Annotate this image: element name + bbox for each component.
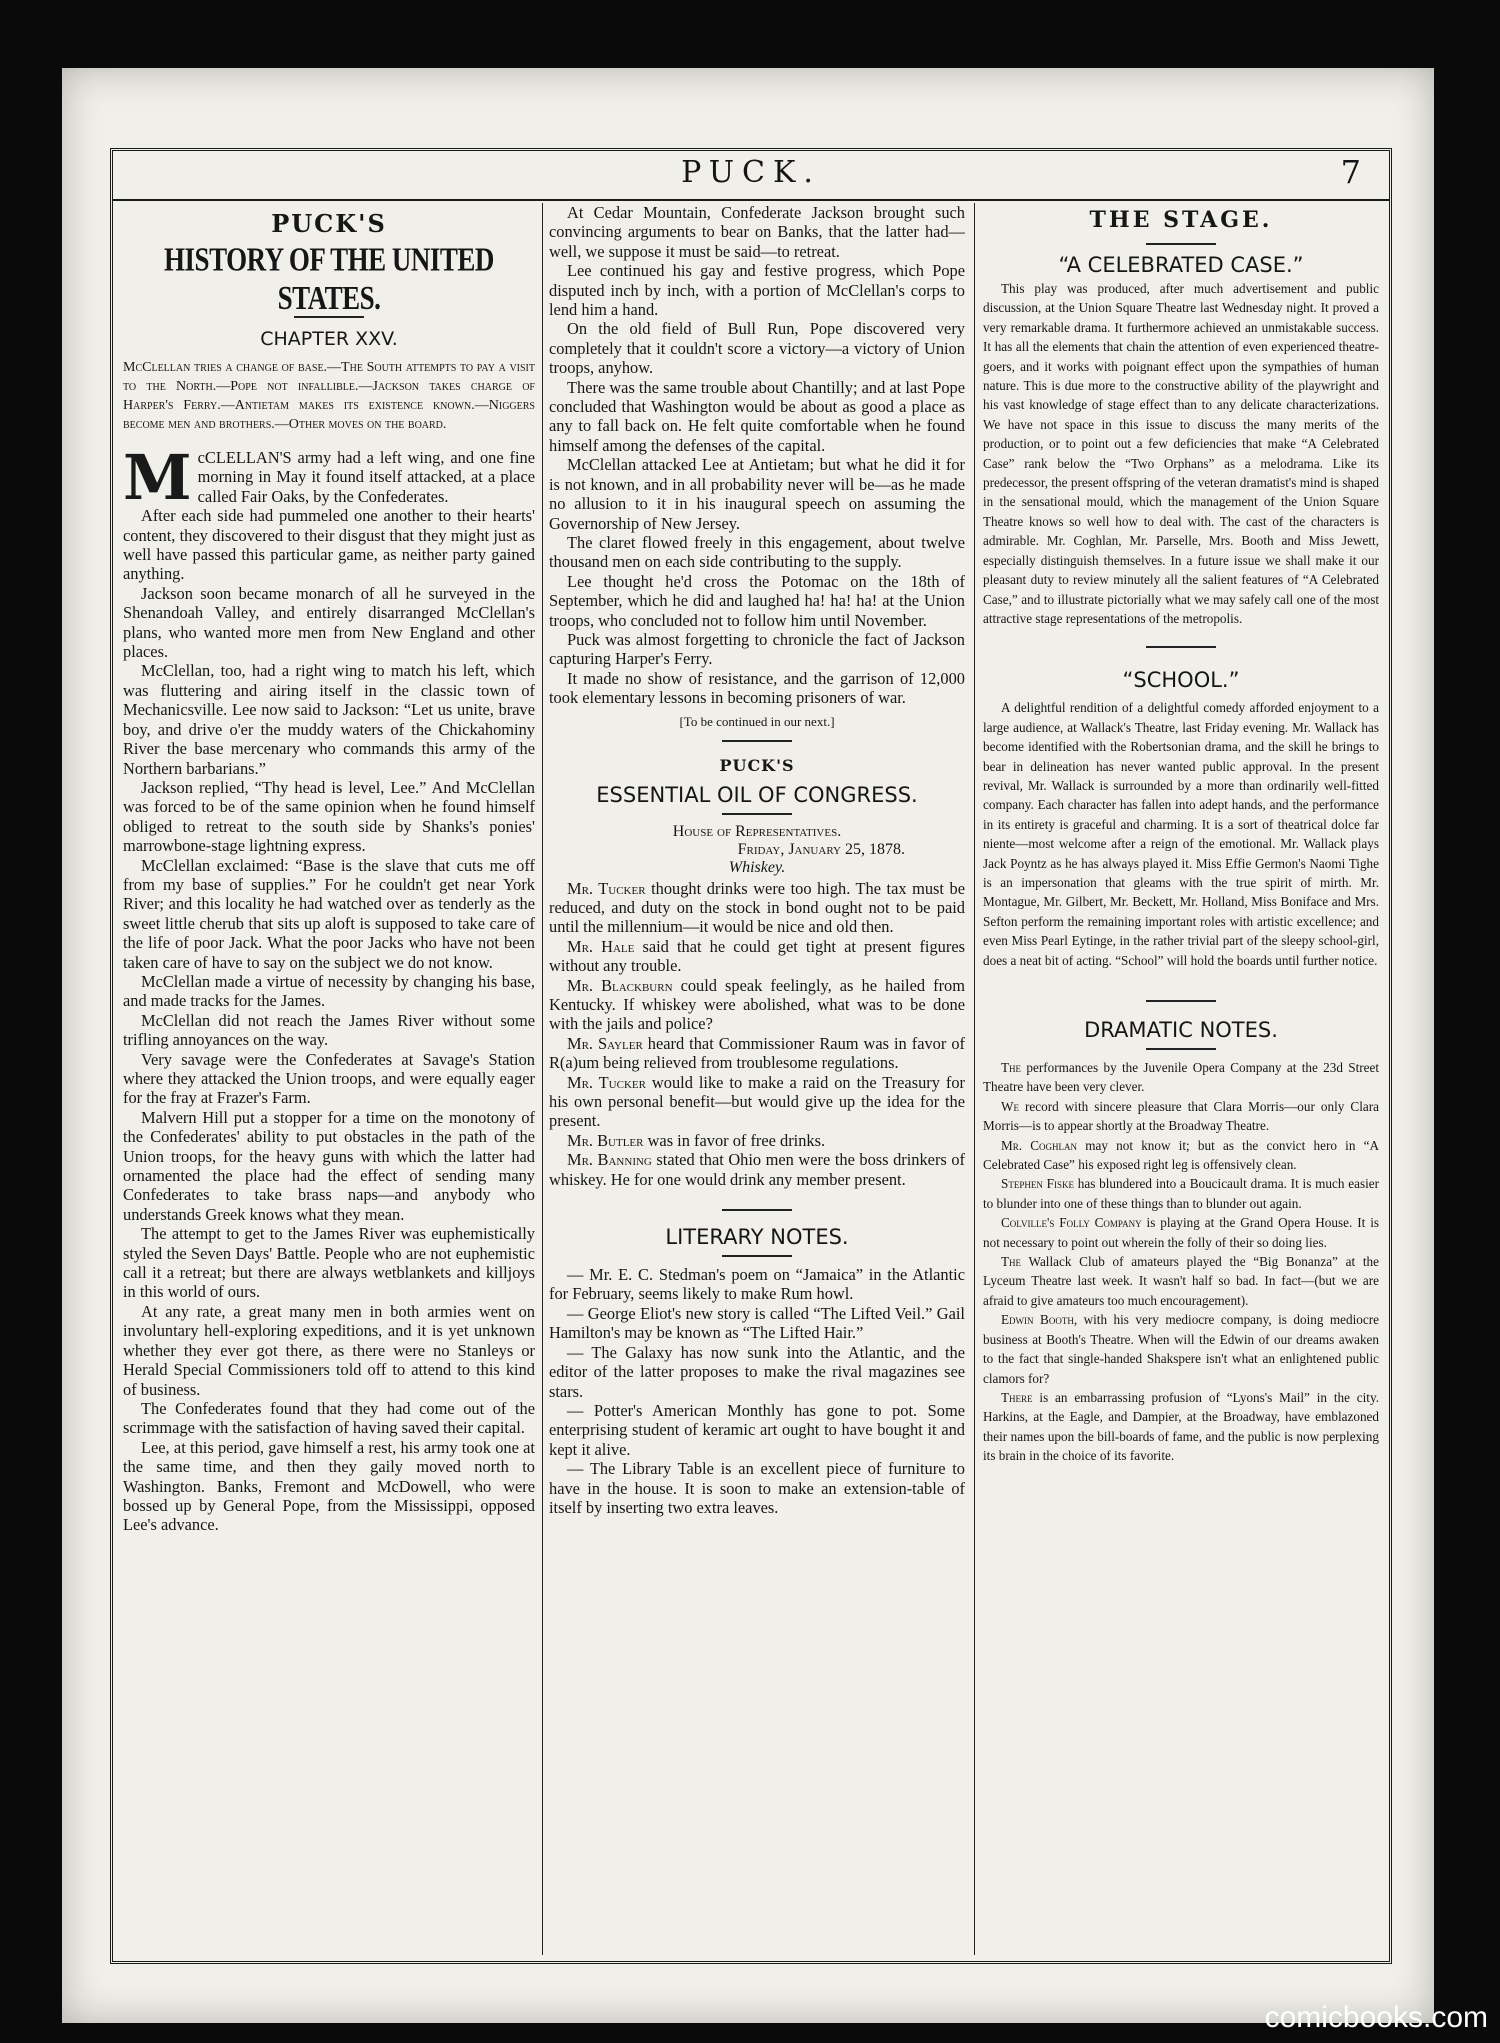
stage-review: This play was produced, after much advertisement and public discussion, at the Union Square Theatre last Wednesday night. It proved a very remarkable drama. It furthermore achieved an unmistakable success. It has all the elements that chain the attention of even experienced theatre-goers, and it works with poignant effect upon the sympathies of human nature. This is due more to the constructive ability of the playwright and his vast knowledge of stage effect than to any delicate characterizations. We have not space in this issue to discuss the many merits of the production, or to point out a few deficiencies that make “A Celebrated Case” rank below the “Two Orphans” as a melodrama. Like its predecessor, the present offspring of the veteran dramatist's mind is shaped in the sensational mould, which the management of the Union Square Theatre knows so well how to deal with. The cast of the characters is admirable. Mr. Coghlan, Mr. Parselle, Mrs. Booth and Miss Jewett, especially distinguish themselves. In a future issue we shall make it our pleasant duty to review minutely all the salient features of “A Celebrated Case,” and to illustrate pictorially what we may safely call one of the most attractive stage representations of the metropolis.: [983, 281, 1379, 626]
article-paragraph: After each side had pummeled one another to their hearts' content, they discovered to their disgust that they might just as well have passed this particular game, as neither party gained anything.: [123, 506, 535, 584]
divider: [1146, 1048, 1216, 1050]
house-label: House of Representatives.: [672, 822, 842, 840]
congress-item: Mr. Tucker thought drinks were too high. The tax must be reduced, and duty on the stock in bond ought not to be paid until the millennium—it would be nice and old then.: [549, 878, 965, 937]
divider: [722, 1209, 792, 1211]
article-paragraph: The attempt to get to the James River was euphemistically styled the Seven Days' Battle. People who are not euphemistic call it a retreat; but there are always wetblankets and killjoys in this world of ours.: [123, 1224, 535, 1302]
history-heading-puck: PUCK'S: [271, 209, 387, 238]
article-paragraph: Lee thought he'd cross the Potomac on the 18th of September, which he did and laughed ha! ha! ha! at the Union troops, who concluded not to follow him until November.: [549, 571, 965, 630]
divider: [1146, 1000, 1216, 1002]
chapter-heading: CHAPTER XXV.: [260, 328, 398, 350]
dramatic-note: Colville's Folly Company is playing at the Grand Opera House. It is not necessary to point out wherein the folly of their so doing lies.: [983, 1215, 1379, 1250]
dramatic-note: The Wallack Club of amateurs played the “Big Bonanza” at the Lyceum Theatre last week. It wasn't half so bad. In fact—(but we are afraid to give amateurs too much encouragement).: [983, 1254, 1379, 1308]
divider: [1146, 243, 1216, 245]
school-heading: “SCHOOL.”: [1122, 668, 1240, 693]
dramatic-note: Stephen Fiske has blundered into a Boucicault drama. It is much easier to blunder into one of these things than to blunder out again.: [983, 1176, 1379, 1211]
divider: [722, 1255, 792, 1257]
congress-item: Mr. Blackburn could speak feelingly, as he hailed from Kentucky. If whiskey were abolished, what was to be done with the jails and police?: [549, 975, 965, 1034]
literary-note: — Potter's American Monthly has gone to pot. Some enterprising student of keramic art ought to have bought it and kept it alive.: [549, 1400, 965, 1459]
article-paragraph: Jackson soon became monarch of all he surveyed in the Shenandoah Valley, and entirely disarranged McClellan's plans, who wanted more men from New England and other places.: [123, 583, 535, 662]
session-date: Friday, January 25, 1878.: [737, 840, 905, 858]
column-1: [123, 203, 535, 1955]
stage-heading: THE STAGE.: [1089, 207, 1273, 233]
masthead-title: PUCK.: [681, 155, 821, 190]
page-frame: [110, 148, 1392, 1964]
article-paragraph: McClellan made a virtue of necessity by changing his base, and made tracks for the James.: [123, 971, 535, 1011]
dramatic-note: Mr. Coghlan may not know it; but as the convict hero in “A Celebrated Case” his exposed right leg is offensively clean.: [983, 1137, 1379, 1173]
masthead: [113, 151, 1389, 201]
column-3: [983, 203, 1379, 1955]
literary-note: — Mr. E. C. Stedman's poem on “Jamaica” in the Atlantic for February, seems likely to make Rum howl.: [549, 1265, 965, 1304]
watermark-text: comicbooks.com: [1264, 2001, 1488, 2034]
literary-heading: LITERARY NOTES.: [665, 1225, 849, 1250]
drop-cap: M: [123, 441, 192, 514]
newspaper-page: [62, 68, 1434, 2023]
article-paragraph: The claret flowed freely in this engagement, about twelve thousand men on each side contributing to the supply.: [549, 532, 965, 572]
dramatic-note: The performances by the Juvenile Opera Company at the 23d Street Theatre have been very clever.: [983, 1060, 1379, 1095]
chapter-synopsis: McClellan tries a change of base.—The South attempts to pay a visit to the North.—Pope not infallible.—Jackson takes charge of Harper's Ferry.—Antietam makes its existence known.—Niggers become men and brothers.—Other moves on the board.: [123, 360, 535, 432]
article-paragraph: Lee, at this period, gave himself a rest, his army took one at the same time, and then they gaily moved north to Washington. Banks, Fremont and McDowell, who were bossed up by General Pope, from the Mississippi, opposed Lee's advance.: [123, 1437, 535, 1535]
continued-note: [To be continued in our next.]: [679, 713, 835, 729]
congress-item: Mr. Hale said that he could get tight at present figures without any trouble.: [549, 936, 965, 976]
congress-item: Mr. Sayler heard that Commissioner Raum was in favor of R(a)um being relieved from troublesome regulations.: [549, 1033, 965, 1073]
article-paragraph: Lee continued his gay and festive progress, which Pope disputed inch by inch, with a portion of McClellan's corps to lend him a hand.: [549, 261, 965, 320]
article-paragraph: The Confederates found that they had come out of the scrimmage with the satisfaction of having saved their capital.: [123, 1398, 535, 1438]
congress-item: Mr. Banning stated that Ohio men were the boss drinkers of whiskey. He for one would drink any member present.: [549, 1150, 965, 1189]
congress-items: [549, 879, 965, 1190]
article-paragraph: On the old field of Bull Run, Pope discovered very completely that it couldn't score a victory—a victory of Union troops, anyhow.: [549, 319, 965, 378]
congress-heading: ESSENTIAL OIL OF CONGRESS.: [596, 782, 918, 807]
congress-item: Mr. Butler was in favor of free drinks.: [567, 1130, 826, 1150]
column-rule: [974, 203, 975, 1955]
article-paragraph: McClellan, too, had a right wing to match his left, which was fluttering and airing itself in the classic town of Mechanicsville. Lee now said to Jackson: “Let us unite, brave boy, and drive o'er the muddy waters of the Chickahominy River the base mercenary who commands this army of the Northern barbarians.”: [123, 661, 535, 778]
article-paragraph: Puck was almost forgetting to chronicle the fact of Jackson capturing Harper's Ferry.: [549, 629, 965, 669]
article-paragraph: Jackson replied, “Thy head is level, Lee.” And McClellan was forced to be of the same opinion when he found himself obliged to retreat to the south side by Shanks's ponies' marrowbone-stage lightning express.: [123, 777, 535, 856]
stage-review: A delightful rendition of a delightful comedy afforded enjoyment to a large audience, at Wallack's Theatre, last Friday evening. Mr. Wallack has become identified with the Robertsonian drama, and the skill he brings to bear in delineation has never wanted public approval. In the present revival, Mr. Wallack is surrounded by a more than ordinarily well-fitted company. Each character has fallen into adept hands, and the performance in its entirety is graceful and charming. It is a sort of theatrical dolce far niente—most welcome after a reign of the emotional. Mr. Wallack plays Jack Poyntz as he has always played it. Miss Effie Germon's Naomi Tighe is an impersonation that gleams with the true spirit of mirth. Mr. Montague, Mr. Gilbert, Mr. Beckett, Mr. Holland, Miss Boniface and Mrs. Sefton perform the remaining important roles with artistic excellence; and even Miss Pearl Eytinge, in the rather trivial part of the sleepy school-girl, does a neat bit of acting. “School” will hold the boards until further notice.: [983, 700, 1379, 968]
dramatic-notes-heading: DRAMATIC NOTES.: [1084, 1018, 1278, 1042]
divider: [722, 813, 792, 815]
article-paragraph: McClellan exclaimed: “Base is the slave that cuts me off from my base of supplies.” For he couldn't get near York River; and this locality he had watched over as tenderly as the sweet little cherub that sits up aloft is supposed to take care of the life of poor Jack. What the poor Jacks who have not been taken care of have to say on the subject we do not know.: [123, 855, 535, 972]
congress-item: Mr. Tucker would like to make a raid on the Treasury for his own personal benefit—but would give up the idea for the present.: [549, 1072, 965, 1131]
literary-note: — The Library Table is an excellent piece of furniture to have in the house. It is soon to make an extension-table of itself by inserting two extra leaves.: [549, 1459, 965, 1517]
dramatic-note: We record with sincere pleasure that Clara Morris—our only Clara Morris—is to appear shortly at the Broadway Theatre.: [983, 1098, 1379, 1134]
literary-note: — George Eliot's new story is called “The Lifted Veil.” Gail Hamilton's may be known as “The Lifted Hair.”: [549, 1303, 965, 1343]
divider: [722, 740, 792, 742]
article-paragraph: McClellan attacked Lee at Antietam; but what he did it for is not known, and in all probability never will be—as he made no allusion to it in his inaugural speech on assuming the Governorship of New Jersey.: [549, 455, 965, 533]
article-paragraph: Malvern Hill put a stopper for a time on the monotony of the Confederates' ability to put obstacles in the path of the Union troops, for the heavy guns with which the latter had ornamented the place had the effect of sending many Confederates to take brass naps—and anybody who understands Greek knows what they mean.: [123, 1107, 535, 1224]
article-paragraph: McClellan did not reach the James River without some trifling annoyances on the way.: [123, 1010, 535, 1050]
article-paragraph: At any rate, a great many men in both armies went on involuntary hell-exploring expeditions, and it is yet unknown whether they ever got there, as there were no Stanleys or Herald Special Commissioners told off to attend to this kind of business.: [123, 1301, 535, 1399]
session-topic: Whiskey.: [728, 858, 786, 876]
history-heading: HISTORY OF THE UNITED STATES.: [164, 240, 494, 317]
article-paragraph: There was the same trouble about Chantilly; and at last Pope concluded that Washington would be about as good a place as any to fall back on. He felt quite comfortable when he found himself among the defenses of the capital.: [549, 377, 965, 455]
article-paragraph: Very savage were the Confederates at Savage's Station where they attacked the Union troops, and were equally eager for the fray at Frazer's Farm.: [123, 1049, 535, 1108]
article-paragraph: McCLELLAN'S army had a left wing, and one fine morning in May it found itself attacked, at a place called Fair Oaks, by the Confederates.: [123, 441, 535, 514]
article-paragraph: It made no show of resistance, and the garrison of 12,000 took elementary lessons in becoming prisoners of war.: [549, 668, 965, 708]
page-number: 7: [1340, 153, 1361, 191]
article-paragraph: At Cedar Mountain, Confederate Jackson brought such convincing arguments to bear on Banks, that the latter had—well, we suppose it must be said—to retreat.: [549, 203, 965, 261]
divider: [1146, 646, 1216, 648]
dramatic-note: Edwin Booth, with his very mediocre company, is doing mediocre business at Booth's Theatre. When will the Edwin of our dreams awaken to the fact that single-handed Shakspere isn't what an enlightened public clamors for?: [983, 1312, 1379, 1386]
congress-heading-puck: PUCK'S: [719, 755, 795, 775]
column-rule: [542, 203, 543, 1955]
literary-note: — The Galaxy has now sunk into the Atlantic, and the editor of the latter proposes to make the rival magazines see stars.: [549, 1342, 965, 1401]
column-2: [549, 203, 965, 1955]
dramatic-note: There is an embarrassing profusion of “Lyons's Mail” in the city. Harkins, at the Eagle, and Dampier, at the Broadway, have emblazoned their names upon the bill-boards of fame, and the public is now perplexing its brain in the choice of its favorite.: [983, 1389, 1379, 1464]
celebrated-case-heading: “A CELEBRATED CASE.”: [1058, 253, 1304, 277]
